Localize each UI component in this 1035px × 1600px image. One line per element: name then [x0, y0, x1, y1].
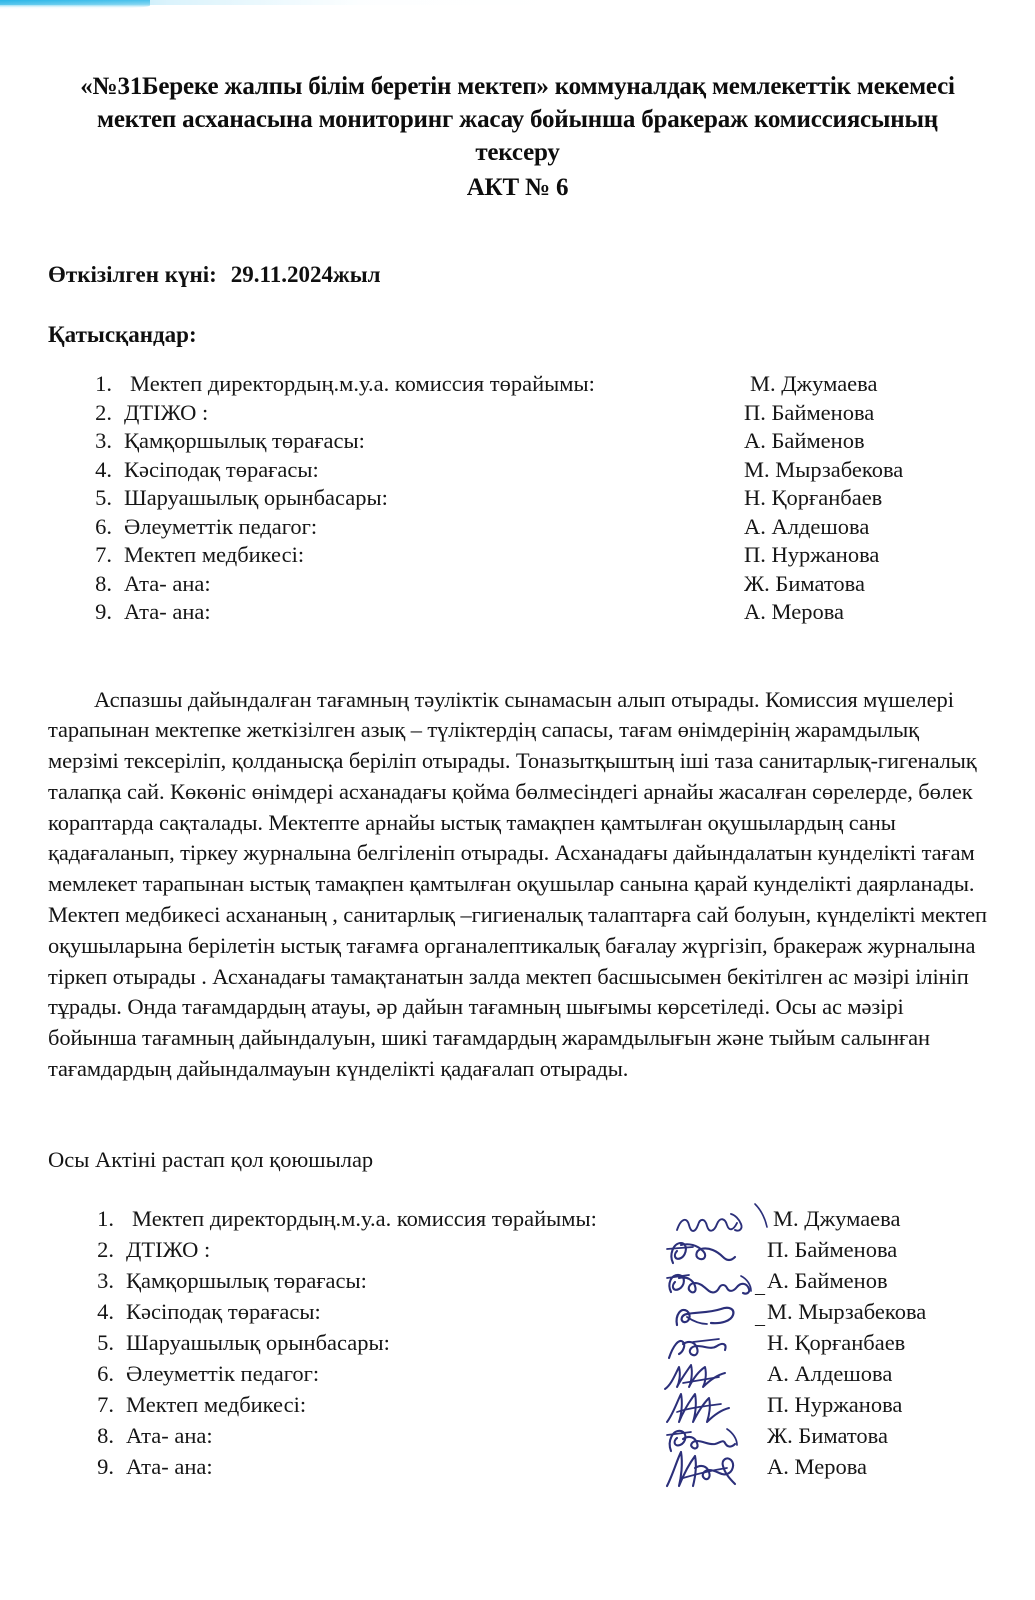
participant-name: Н. Қорғанбаев [744, 485, 883, 510]
body-paragraph: Аспазшы дайындалған тағамның тәуліктік сынамасын алып отырады. Комиссия мүшелері тарапынан мектепке жеткізілген азық – түліктердің сапасы, тағам өнімдерінің жарамдылық мерзімі тексеріліп, қолданысқа беріліп отырады. Тоназытқыштың іші таза санитарлық-гигеналық талапқа сай. Көкөніс өнімдері асханадағы қойма бөлмесіндегі арнайы жасалған сөрелерде, бөлек кораптарда сақталады. Мектепте арнайы ыстық тамақпен қамтылған оқушылардың саны қадағаланып, тіркеу журналына белгіленіп отырады. Асханадағы дайындалатын кунделікті тағам мемлекет тарапынан ыстық тамақпен қамтылған оқушылар санына қарай кунделікті даярланады. Мектеп медбикесі асхананың , санитарлық –гигиеналық талаптарға сай болуын, күнделікті мектеп оқушыларына берілетін ыстық тағамға органалептикалық бағалау жүргізіп, бракераж журналына тіркеп отырады . Асханадағы тамақтанатын залда мектеп басшысымен бекітілген ас мәзірі ілініп тұрады. Онда тағамдардың атауы, әр дайын тағамның шығымы көрсетіледі. Осы ас мәзірі бойынша тағамның дайындалуын, шикі тағамдардың жарамдылығын және тыйым салынған тағамдардың дайындалмауын күнделікті қадағалап отырады. [48, 686, 987, 1082]
signatory-role: ДТІЖО : [126, 1236, 211, 1262]
signatory-row [0, 1203, 1035, 1234]
participant-role: ДТІЖО : [124, 399, 209, 425]
participant-role: Шаруашылық орынбасары: [124, 485, 388, 510]
closing-statement: Осы Актіні растап қол қоюшылар [48, 1146, 374, 1172]
participant-name: М. Джумаева [750, 371, 878, 396]
signatory-row [0, 1327, 1035, 1358]
participant-number: 5. [95, 485, 112, 510]
participant-row [0, 484, 1035, 513]
signatory-number: 3. [97, 1267, 114, 1293]
participant-number: 6. [95, 513, 112, 539]
signatory-number: 5. [97, 1329, 114, 1355]
signatory-number: 4. [97, 1298, 114, 1324]
participant-number: 8. [95, 570, 112, 596]
participant-name: М. Мырзабекова [744, 456, 904, 482]
participants-list [0, 370, 1035, 627]
participant-number: 7. [95, 542, 112, 567]
participant-role: Мектеп медбикесі: [124, 542, 305, 567]
signature-dash: – [755, 1281, 765, 1304]
signatory-name: А. Мерова [767, 1453, 868, 1479]
participant-role: Әлеуметтік педагог: [124, 513, 318, 539]
signatory-name: М. Мырзабекова [767, 1298, 927, 1324]
participant-row [0, 513, 1035, 542]
date-label: Өткізілген күні: [48, 262, 217, 287]
participant-row [0, 570, 1035, 599]
participant-name: П. Нуржанова [744, 542, 880, 567]
signatory-role: Шаруашылық орынбасары: [126, 1329, 390, 1355]
participant-name: А. Байменов [744, 428, 865, 453]
signatory-role: Мектеп директордың.м.у.а. комиссия төрайымы: [132, 1205, 597, 1231]
date-value: 29.11.2024жыл [230, 262, 381, 287]
participant-role: Ата- ана: [124, 599, 211, 624]
scan-bottom-shadow [0, 1588, 1035, 1600]
participant-role: Ата- ана: [124, 570, 211, 596]
signatory-row [0, 1451, 1035, 1482]
participant-number: 4. [95, 456, 112, 482]
signatory-name: Н. Қорғанбаев [767, 1329, 906, 1355]
title-line-3-act-number: АКТ № 6 [466, 174, 569, 201]
signatory-row [0, 1358, 1035, 1389]
participant-role: Кәсіподақ төрағасы: [124, 456, 319, 482]
participant-row [0, 541, 1035, 570]
signatory-role: Қамқоршылық төрағасы: [126, 1267, 367, 1293]
signatory-role: Ата- ана: [126, 1422, 213, 1448]
signatory-number: 6. [97, 1360, 114, 1386]
signatory-role: Кәсіподақ төрағасы: [126, 1298, 321, 1324]
signatory-name: А. Байменов [767, 1267, 888, 1293]
signatory-row [0, 1234, 1035, 1265]
participant-row [0, 370, 1035, 399]
signatory-role: Әлеуметтік педагог: [126, 1360, 320, 1386]
signatory-row [0, 1265, 1035, 1304]
participant-name: А. Алдешова [744, 513, 870, 539]
title-line-2: мектеп асханасына мониторинг жасау бойынша бракераж комиссиясының тексеру [97, 106, 938, 166]
participant-role: Мектеп директордың.м.у.а. комиссия төрайымы: [130, 371, 595, 396]
signatory-number: 1. [97, 1205, 114, 1231]
participant-number: 3. [95, 428, 112, 453]
signatory-name: А. Алдешова [767, 1360, 893, 1386]
document-title [60, 70, 975, 204]
signatory-role: Ата- ана: [126, 1453, 213, 1479]
signatories-list [0, 1203, 1035, 1482]
title-line-1: «№31Береке жалпы білім беретін мектеп» коммуналдақ мемлекеттік мекемесі [80, 73, 955, 100]
participant-row [0, 399, 1035, 428]
participants-label: Қатысқандар: [48, 322, 197, 347]
participant-name: Ж. Биматова [744, 570, 865, 596]
participant-name: А. Мерова [744, 599, 845, 624]
signatory-name: П. Байменова [767, 1236, 898, 1262]
signature-dash: – [755, 1312, 765, 1335]
participant-role: Қамқоршылық төрағасы: [124, 428, 365, 453]
document-meta [48, 262, 1035, 348]
participant-number: 2. [95, 399, 112, 425]
signatory-row [0, 1420, 1035, 1451]
signatory-row [0, 1296, 1035, 1335]
signatory-number: 2. [97, 1236, 114, 1262]
participant-name: П. Байменова [744, 399, 875, 425]
signatory-name: Ж. Биматова [767, 1422, 888, 1448]
signatory-row [0, 1389, 1035, 1420]
participant-row [0, 598, 1035, 627]
participant-row [0, 427, 1035, 456]
participants-heading-row [48, 322, 1035, 348]
signatory-number: 7. [97, 1391, 114, 1417]
participant-number: 1. [95, 371, 112, 396]
signatory-number: 8. [97, 1422, 114, 1448]
signatory-role: Мектеп медбикесі: [126, 1391, 307, 1417]
signatory-number: 9. [97, 1453, 114, 1479]
handwritten-signature-icon [663, 1448, 783, 1494]
signatory-name: П. Нуржанова [767, 1391, 903, 1417]
date-row [48, 262, 1035, 288]
participant-number: 9. [95, 599, 112, 624]
participant-row [0, 456, 1035, 485]
signatory-name: М. Джумаева [773, 1205, 901, 1231]
